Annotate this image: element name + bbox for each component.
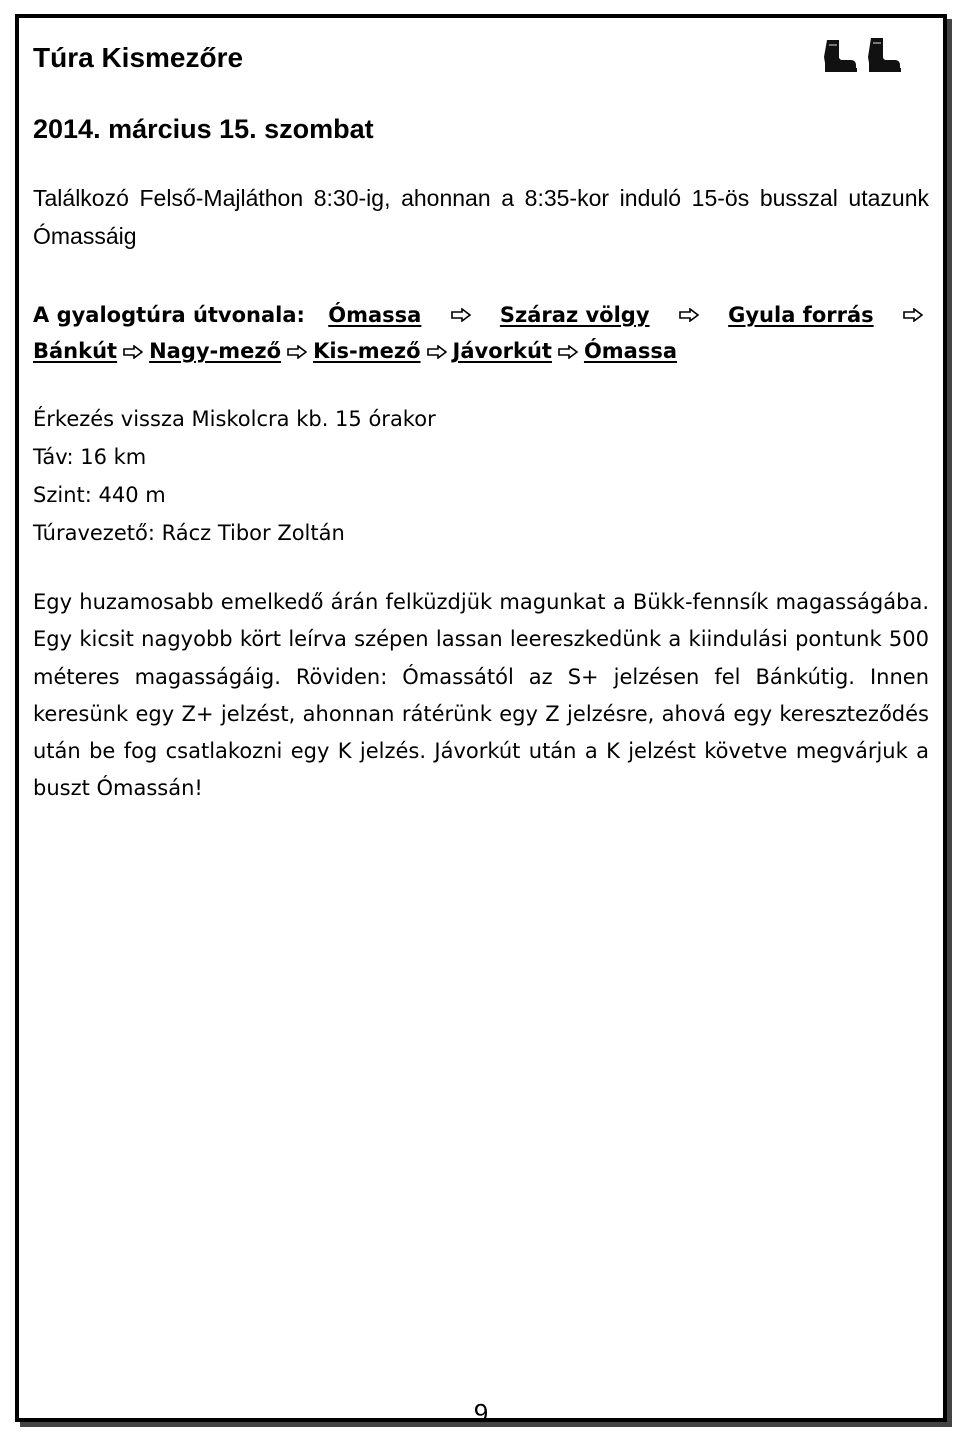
arrow-right-icon	[903, 308, 923, 322]
route	[33, 297, 929, 369]
route-label: A gyalogtúra útvonala:	[33, 303, 305, 327]
meeting-info: Találkozó Felső-Majláthon 8:30-ig, ahonnan a 8:35-kor induló 15-ös busszal utazunk Ómassáig	[33, 185, 929, 249]
route-stop: Ómassa	[328, 303, 422, 327]
arrow-right-icon	[427, 345, 447, 359]
distance: Táv: 16 km	[33, 445, 147, 469]
arrow-right-icon	[123, 345, 143, 359]
route-stop: Ómassa	[583, 339, 678, 363]
elevation: Szint: 440 m	[33, 483, 166, 507]
arrow-right-icon	[558, 345, 578, 359]
route-stop: Bánkút	[33, 339, 118, 363]
route-stop: Kis-mező	[313, 339, 421, 363]
route-stop: Nagy-mező	[149, 339, 282, 363]
tour-details	[33, 400, 436, 552]
arrow-right-icon	[287, 345, 307, 359]
tour-date: 2014. március 15. szombat	[33, 114, 374, 144]
route-description: Egy huzamosabb emelkedő árán felküzdjük magunkat a Bükk-fennsík magasságába. Egy kicsit nagyobb kört leírva szépen lassan leereszkedünk a kiindulási pontunk 500 méteres magasságáig. Röviden: Ómassától az S+ jelzésen fel Bánkútig. Innen keresünk egy Z+ jelzést, ahonnan rátérünk egy Z jelzésre, ahová egy kereszteződés után be fog csatlakozni egy K jelzés. Jávorkút után a K jelzést követve megvárjuk a buszt Ómassán!	[33, 590, 929, 801]
route-stop: Gyula forrás	[728, 303, 874, 327]
route-stop: Jávorkút	[452, 339, 552, 363]
arrival-time: Érkezés vissza Miskolcra kb. 15 órakor	[33, 407, 436, 431]
hiking-boots-icon	[813, 36, 905, 74]
tour-guide: Túravezető: Rácz Tibor Zoltán	[33, 521, 345, 545]
page-number: 9	[473, 1398, 489, 1428]
arrow-right-icon	[679, 308, 699, 322]
route-stop: Száraz völgy	[499, 303, 650, 327]
route-line-2	[33, 333, 929, 369]
page-title: Túra Kismezőre	[33, 42, 244, 73]
arrow-right-icon	[451, 308, 471, 322]
page-frame	[15, 14, 947, 1428]
route-line-1	[33, 297, 929, 333]
